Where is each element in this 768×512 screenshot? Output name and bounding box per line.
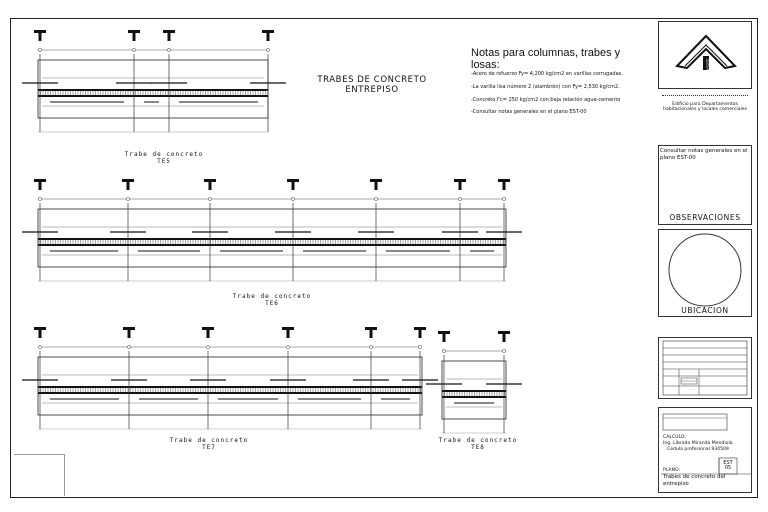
beam-te7-column-stem-1 (128, 330, 131, 338)
beam-te6-axis-bubble-2 (208, 197, 211, 200)
legend-box (14, 454, 65, 496)
observaciones-box (658, 145, 752, 225)
beam-te8-axis-bubble-1 (502, 349, 505, 352)
beam-te6-column-stem-1 (127, 182, 130, 190)
beam-te6-column-stem-5 (459, 182, 462, 190)
calculo-label: CALCULO: (663, 435, 686, 440)
beam-te5-column-stem-3 (267, 33, 270, 41)
beam-te6-column-cap-4 (370, 179, 382, 182)
beam-te5-column-stem-2 (168, 33, 171, 41)
beam-te6-axis-bubble-3 (291, 197, 294, 200)
beam-te6-column-stem-4 (375, 182, 378, 190)
beam-te8-column-stem-1 (503, 334, 506, 342)
main-title: TRABES DE CONCRETO ENTREPISO (317, 75, 427, 95)
beam-te5-column-cap-0 (34, 30, 46, 33)
observaciones-text: Consultar notas generales en el plano EST-00 (660, 148, 748, 161)
beam-te7-column-stem-0 (39, 330, 42, 338)
notes-heading: Notas para columnas, trabes y losas: (471, 47, 621, 71)
beam-te7-column-stem-4 (370, 330, 373, 338)
beam-te5-column-stem-1 (133, 33, 136, 41)
notes-line-4: -Consultar notas generales en el plano EST-00 (471, 109, 587, 115)
beam-te5-axis-bubble-1 (132, 48, 135, 51)
beam-te7-column-cap-3 (282, 327, 294, 330)
beam-te7-axis-bubble-3 (286, 345, 289, 348)
cedula-profesional: Cedula profesional 934509 (667, 447, 729, 452)
beam-te5-axis-bubble-2 (167, 48, 170, 51)
beam-te6-axis-bubble-4 (374, 197, 377, 200)
beam-te7-axis-bubble-1 (127, 345, 130, 348)
beam-caption-te6: Trabe de concreto TE6 (232, 293, 312, 307)
project-name: Edificio para Departamentos habitacionales y locales comerciales (663, 102, 747, 113)
beam-te7-axis-bubble-4 (369, 345, 372, 348)
notes-line-2: -La varilla lisa número 2 (alambrón) con Fy= 2,530 kg/cm2. (471, 84, 620, 90)
beam-te7-column-cap-5 (414, 327, 426, 330)
revision-table-lines (659, 338, 753, 400)
beam-te7-column-cap-1 (123, 327, 135, 330)
beam-te6-column-cap-3 (287, 179, 299, 182)
signature-block (658, 407, 752, 493)
beam-te5-axis-bubble-3 (266, 48, 269, 51)
beam-caption-te8: Trabe de concreto TE8 (438, 437, 518, 451)
north-arrow-icon (659, 22, 753, 90)
notes-line-1: -Acero de refuerzo Fy= 4,200 kg/cm2 en varillas corrugadas. (471, 71, 623, 77)
beam-te6-axis-bubble-5 (458, 197, 461, 200)
beam-te6-column-cap-6 (498, 179, 510, 182)
beam-te6-column-stem-3 (292, 182, 295, 190)
beam-te6-column-stem-0 (39, 182, 42, 190)
beam-te7-column-cap-0 (34, 327, 46, 330)
beam-te8-axis-bubble-0 (442, 349, 445, 352)
beam-caption-te7: Trabe de concreto TE7 (169, 437, 249, 451)
revision-table (658, 337, 752, 399)
notes-line-3: -Concreto f'c= 250 kg/cm2 con baja relación agua-cemento (471, 97, 621, 103)
beam-te6-axis-bubble-0 (38, 197, 41, 200)
beam-te7-column-cap-4 (365, 327, 377, 330)
plano-name: Trabes de concreto del entrepiso (663, 474, 726, 487)
beam-te6-column-stem-6 (503, 182, 506, 190)
beam-te7-column-stem-3 (287, 330, 290, 338)
beam-te5-column-cap-3 (262, 30, 274, 33)
ubicacion-box (658, 229, 752, 317)
beam-te6-column-cap-1 (122, 179, 134, 182)
beam-te6-column-cap-2 (204, 179, 216, 182)
beam-te6-column-cap-0 (34, 179, 46, 182)
beam-te6-column-stem-2 (209, 182, 212, 190)
observaciones-label: OBSERVACIONES (669, 213, 741, 222)
sheet-code: EST 05 (723, 460, 733, 472)
beam-te7-axis-bubble-0 (38, 345, 41, 348)
beam-te7-column-stem-5 (419, 330, 422, 338)
beam-te7-column-stem-2 (207, 330, 210, 338)
engineer-name: Ing. Librado Miranda Mendiola (663, 441, 733, 446)
beam-te6-axis-bubble-6 (502, 197, 505, 200)
beam-te5-column-cap-2 (163, 30, 175, 33)
beam-caption-te5: Trabe de concreto TE5 (124, 151, 204, 165)
dotted-separator (662, 95, 748, 96)
beam-te8-column-cap-0 (438, 331, 450, 334)
beam-te8-column-stem-0 (443, 334, 446, 342)
plano-label: PLANO: (663, 468, 681, 473)
title-block (658, 21, 754, 495)
drawing-area (14, 21, 650, 495)
beam-te7-axis-bubble-2 (206, 345, 209, 348)
beam-te8-column-cap-1 (498, 331, 510, 334)
beam-te5-column-stem-0 (39, 33, 42, 41)
beam-te6-axis-bubble-1 (126, 197, 129, 200)
beam-te5-axis-bubble-0 (38, 48, 41, 51)
svg-text:NORTE: NORTE (706, 58, 711, 72)
north-arrow-box (658, 21, 752, 89)
ubicacion-label: UBICACION (681, 306, 729, 315)
beam-te7-axis-bubble-5 (418, 345, 421, 348)
beam-te5-column-cap-1 (128, 30, 140, 33)
beam-te6-column-cap-5 (454, 179, 466, 182)
beam-te7-column-cap-2 (202, 327, 214, 330)
location-circle (659, 230, 753, 318)
